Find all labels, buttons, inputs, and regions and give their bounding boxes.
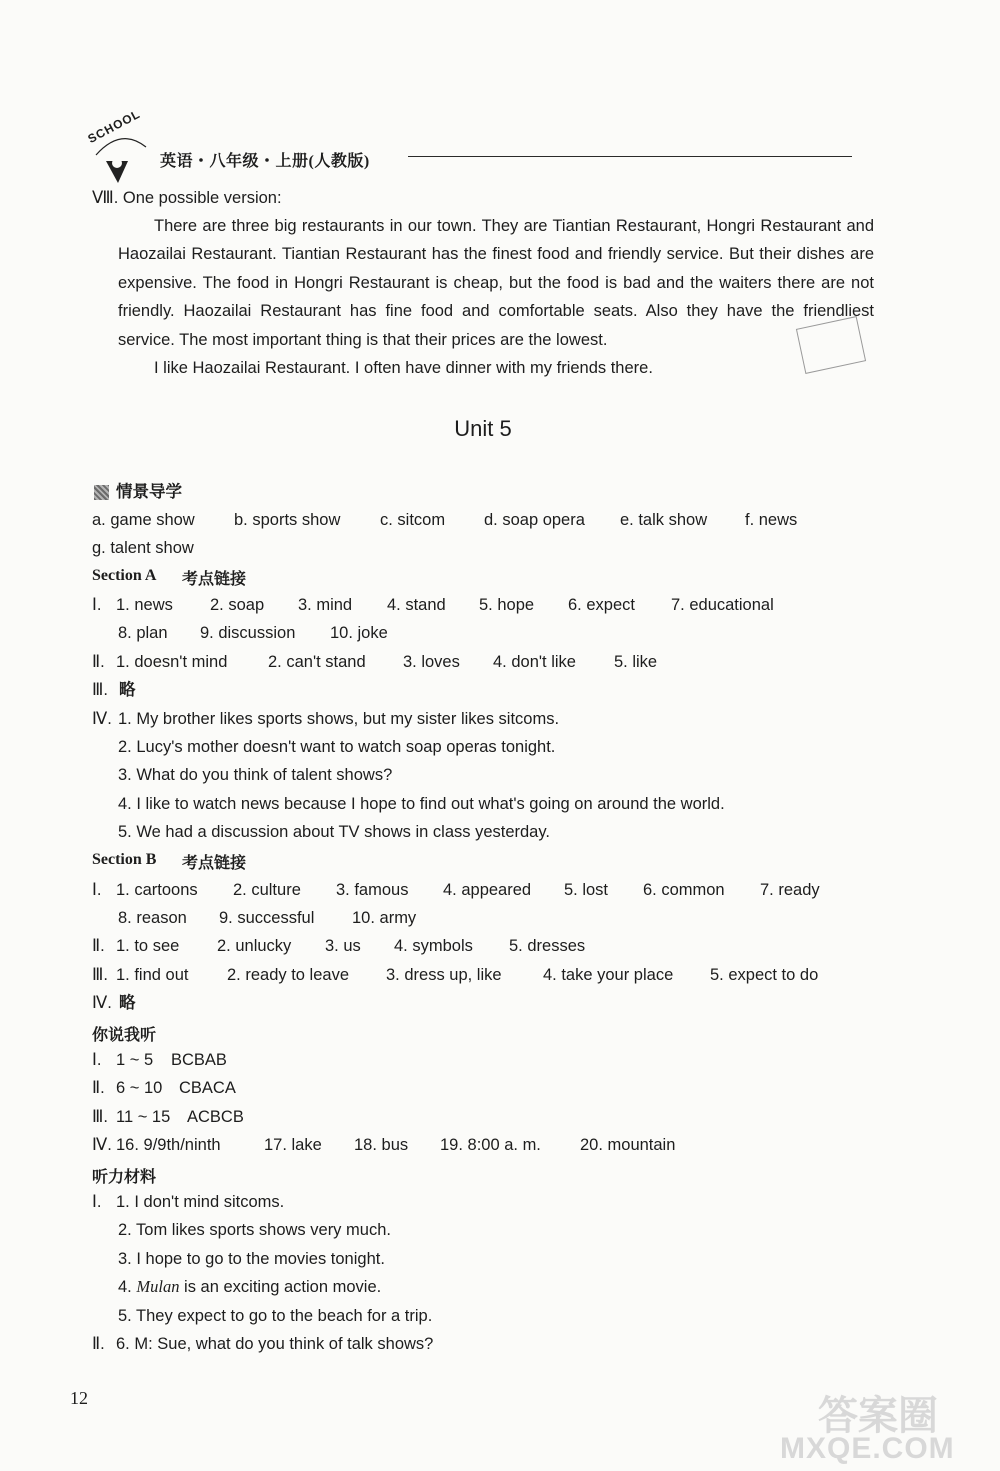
- sentence-item: 4. I like to watch news because I hope to find out what's going on around the world.: [118, 795, 725, 813]
- answer-item: 9. successful: [219, 909, 315, 927]
- script-line: 6. M: Sue, what do you think of talk shows?: [116, 1335, 434, 1353]
- answer-item: 7. educational: [671, 596, 774, 614]
- part-label: Ⅱ.: [92, 653, 105, 671]
- answer-item: 3. us: [325, 937, 361, 955]
- script-line: 2. Tom likes sports shows very much.: [118, 1221, 391, 1239]
- script-line: 3. I hope to go to the movies tonight.: [118, 1250, 385, 1268]
- situation-item: e. talk show: [620, 511, 708, 529]
- section8-heading: Ⅷ. One possible version:: [92, 189, 282, 207]
- part-label: Ⅲ.: [92, 966, 108, 984]
- materials-heading: 听力材料: [92, 1169, 157, 1186]
- situation-item: f. news: [745, 511, 798, 529]
- script-line: 5. They expect to go to the beach for a trip.: [118, 1307, 433, 1325]
- section8-paragraph-2: I like Haozailai Restaurant. I often have dinner with my friends there.: [154, 359, 653, 377]
- answer-item: 6. expect: [568, 596, 635, 614]
- watermark-logo-text: 答案圈: [818, 1394, 938, 1438]
- answer-item: 2. culture: [233, 881, 301, 899]
- sentence-item: 3. What do you think of talent shows?: [118, 766, 393, 784]
- answer-item: 1. cartoons: [116, 881, 198, 899]
- sentence-item: 2. Lucy's mother doesn't want to watch soap operas tonight.: [118, 738, 556, 756]
- script-line-number: 4.: [118, 1278, 132, 1296]
- answer-item: 5. expect to do: [710, 966, 819, 984]
- page-number: 12: [70, 1388, 88, 1408]
- answer-omitted: 略: [119, 681, 136, 699]
- section-b-subheading: 考点链接: [182, 855, 247, 872]
- answer-item: 6. common: [643, 881, 725, 899]
- answer-item: 19. 8:00 a. m.: [440, 1136, 541, 1154]
- part-label: Ⅲ.: [92, 1108, 108, 1126]
- answer-item: 2. soap: [210, 596, 265, 614]
- script-line: [118, 1277, 381, 1297]
- part-label: Ⅱ.: [92, 1335, 105, 1353]
- answer-item: 10. army: [352, 909, 417, 927]
- part-label: Ⅱ.: [92, 937, 105, 955]
- part-label: Ⅰ.: [92, 1051, 102, 1069]
- situation-item: a. game show: [92, 511, 195, 529]
- answer-item: 18. bus: [354, 1136, 409, 1154]
- answer-range: 1 ~ 5: [116, 1051, 154, 1069]
- answer-item: 9. discussion: [200, 624, 296, 642]
- header-rule: [408, 156, 852, 157]
- answer-item: 1. to see: [116, 937, 180, 955]
- script-line-rest: is an exciting action movie.: [179, 1278, 382, 1296]
- part-label: Ⅳ.: [92, 994, 112, 1012]
- situation-item: c. sitcom: [380, 511, 446, 529]
- answer-item: 1. news: [116, 596, 173, 614]
- answer-letters: CBACA: [179, 1079, 236, 1097]
- answer-range: 6 ~ 10: [116, 1079, 163, 1097]
- part-label: Ⅳ.: [92, 1136, 112, 1154]
- answer-letters: BCBAB: [171, 1051, 227, 1069]
- part-label: Ⅰ.: [92, 596, 102, 614]
- answer-letters: ACBCB: [187, 1108, 244, 1126]
- answer-item: 4. don't like: [493, 653, 576, 671]
- section-a-subheading: 考点链接: [182, 571, 247, 588]
- section-a-heading: Section A: [92, 567, 157, 584]
- answer-item: 5. like: [614, 653, 658, 671]
- sentence-item: 5. We had a discussion about TV shows in class yesterday.: [118, 823, 550, 841]
- answer-item: 4. take your place: [543, 966, 674, 984]
- answer-range: 11 ~ 15: [116, 1108, 171, 1126]
- answer-item: 4. symbols: [394, 937, 473, 955]
- answer-item: 5. hope: [479, 596, 535, 614]
- answer-item: 7. ready: [760, 881, 820, 899]
- section-square-icon: [94, 485, 109, 500]
- part-label: Ⅰ.: [92, 881, 102, 899]
- script-line: 1. I don't mind sitcoms.: [116, 1193, 285, 1211]
- situation-item: d. soap opera: [484, 511, 585, 529]
- answer-item: 4. stand: [387, 596, 446, 614]
- section-b-heading: Section B: [92, 851, 157, 868]
- answer-item: 5. lost: [564, 881, 609, 899]
- header-title: 英语・八年级・上册(人教版): [160, 153, 370, 170]
- part-label: Ⅳ.: [92, 710, 112, 728]
- answer-item: 3. dress up, like: [386, 966, 502, 984]
- answer-item: 16. 9/9th/ninth: [116, 1136, 221, 1154]
- watermark-url: MXQE.COM: [780, 1432, 955, 1465]
- part-label: Ⅰ.: [92, 1193, 102, 1211]
- answer-item: 20. mountain: [580, 1136, 676, 1154]
- part-label: Ⅲ.: [92, 681, 108, 699]
- answer-item: 8. plan: [118, 624, 168, 642]
- answer-item: 4. appeared: [443, 881, 532, 899]
- listening-heading: 你说我听: [92, 1027, 157, 1044]
- answer-item: 1. doesn't mind: [116, 653, 228, 671]
- section8-paragraph-1: There are three big restaurants in our town. They are Tiantian Restaurant, Hongri Restaurant and Haozailai Restaurant. Tiantian Restaurant has the finest food and friendly service. But their dishes are expensive. The food in Hongri Restaurant is cheap, but the food is bad and the waiters there are not friendly. Haozailai Restaurant has fine food and comfortable seats. Also they have the friendliest service. The most important thing is that their prices are the lowest.: [118, 217, 874, 349]
- answer-item: 2. ready to leave: [227, 966, 349, 984]
- situation-heading: 情景导学: [116, 483, 182, 501]
- answer-item: 10. joke: [330, 624, 388, 642]
- answer-item: 2. unlucky: [217, 937, 292, 955]
- answer-omitted: 略: [119, 994, 136, 1012]
- situation-item: g. talent show: [92, 539, 194, 557]
- answer-item: 3. mind: [298, 596, 353, 614]
- unit-title: Unit 5: [454, 416, 512, 441]
- answer-item: 5. dresses: [509, 937, 586, 955]
- answer-item: 3. famous: [336, 881, 409, 899]
- answer-item: 2. can't stand: [268, 653, 366, 671]
- answer-item: 3. loves: [403, 653, 460, 671]
- answer-item: 8. reason: [118, 909, 187, 927]
- movie-title: Mulan: [136, 1277, 180, 1296]
- answer-item: 17. lake: [264, 1136, 322, 1154]
- situation-item: b. sports show: [234, 511, 341, 529]
- answer-item: 1. find out: [116, 966, 189, 984]
- logo-text: SCHOOL: [85, 106, 143, 146]
- sentence-item: 1. My brother likes sports shows, but my sister likes sitcoms.: [118, 710, 560, 728]
- part-label: Ⅱ.: [92, 1079, 105, 1097]
